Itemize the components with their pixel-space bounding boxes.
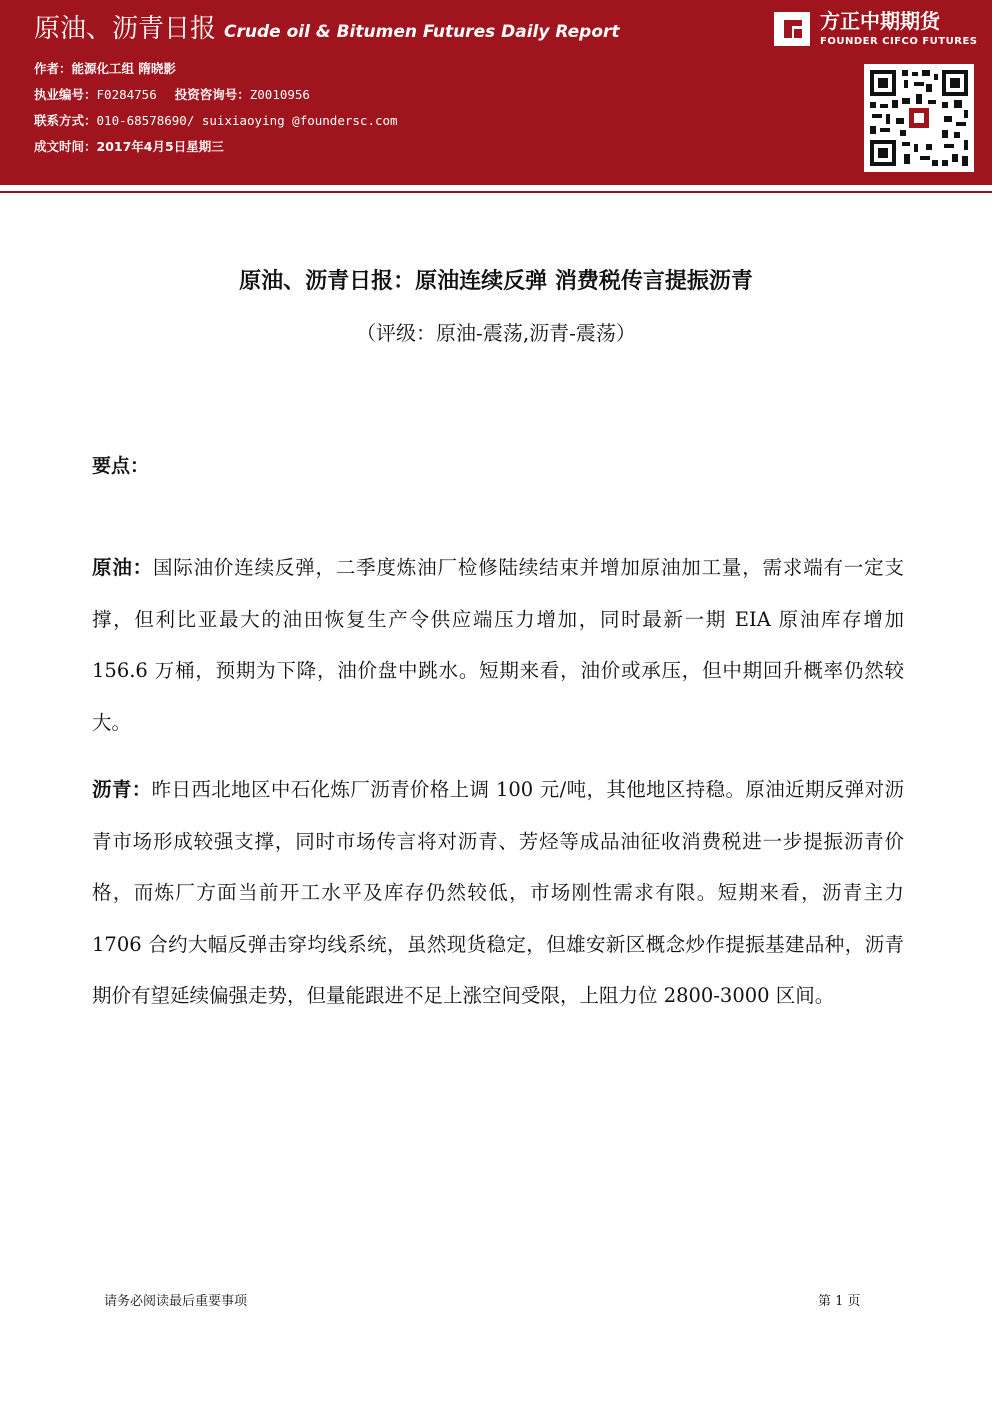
contact-value: 010-68578690/ suixiaoying @foundersc.com [96, 113, 398, 128]
header-divider [0, 191, 992, 193]
report-title-cn: 原油、沥青日报 [34, 14, 217, 44]
brand-name: 方正中期期货 [820, 9, 940, 33]
keypoints-heading: 要点： [92, 455, 150, 477]
report-title [34, 12, 620, 49]
author-value: 能源化工组 隋晓影 [71, 61, 176, 76]
crude-oil-text: 国际油价连续反弹，二季度炼油厂检修陆续结束并增加原油加工量，需求端有一定支撑，但利比亚最大的油田恢复生产令供应端压力增加，同时最新一期 EIA 原油库存增加 156.6 万桶，预期为下降，油价盘中跳水。短期来看，油价或承压，但中期回升概率仍然较大。 [92, 556, 904, 734]
founder-logo-icon [772, 10, 812, 48]
consult-value: Z0010956 [249, 87, 310, 102]
license-row [34, 82, 398, 108]
date-row [34, 134, 398, 160]
brand-name-en: FOUNDER CIFCO FUTURES [820, 36, 978, 47]
author-label: 作者： [34, 61, 72, 76]
contact-label: 联系方式： [34, 113, 97, 128]
bitumen-paragraph [92, 764, 904, 1022]
document-title: 原油、沥青日报：原油连续反弹 消费税传言提振沥青 [239, 269, 753, 294]
qr-code-icon [864, 64, 974, 172]
crude-oil-paragraph [92, 542, 904, 748]
brand [772, 8, 982, 52]
bitumen-text: 昨日西北地区中石化炼厂沥青价格上调 100 元/吨，其他地区持稳。原油近期反弹对沥青市场形成较强支撑，同时市场传言将对沥青、芳烃等成品油征收消费税进一步提振沥青价格，而炼厂方面当前开工水平及库存仍然较低，市场刚性需求有限。短期来看，沥青主力 1706 合约大幅反弹击穿均线系统，虽然现货稳定，但雄安新区概念炒作提振基建品种，沥青期价有望延续偏强走势，但量能跟进不足上涨空间受限，上阻力位 2800-3000 区间。 [92, 778, 904, 1007]
document-rating: （评级：原油-震荡,沥青-震荡） [356, 321, 636, 345]
page-number: 第 1 页 [818, 1294, 861, 1309]
contact-row [34, 108, 398, 134]
bitumen-label: 沥青： [92, 778, 152, 801]
date-label: 成文时间： [34, 139, 97, 154]
consult-label: 投资咨询号： [174, 87, 250, 102]
report-header [0, 0, 992, 185]
report-title-en: Crude oil & Bitumen Futures Daily Report [224, 22, 620, 42]
footer-disclaimer: 请务必阅读最后重要事项 [104, 1294, 248, 1309]
date-value: 2017年4月5日星期三 [96, 139, 224, 154]
author-row [34, 56, 398, 82]
license-label: 执业编号： [34, 87, 97, 102]
crude-oil-label: 原油： [92, 556, 153, 579]
license-value: F0284756 [96, 87, 157, 102]
report-meta [34, 56, 398, 160]
